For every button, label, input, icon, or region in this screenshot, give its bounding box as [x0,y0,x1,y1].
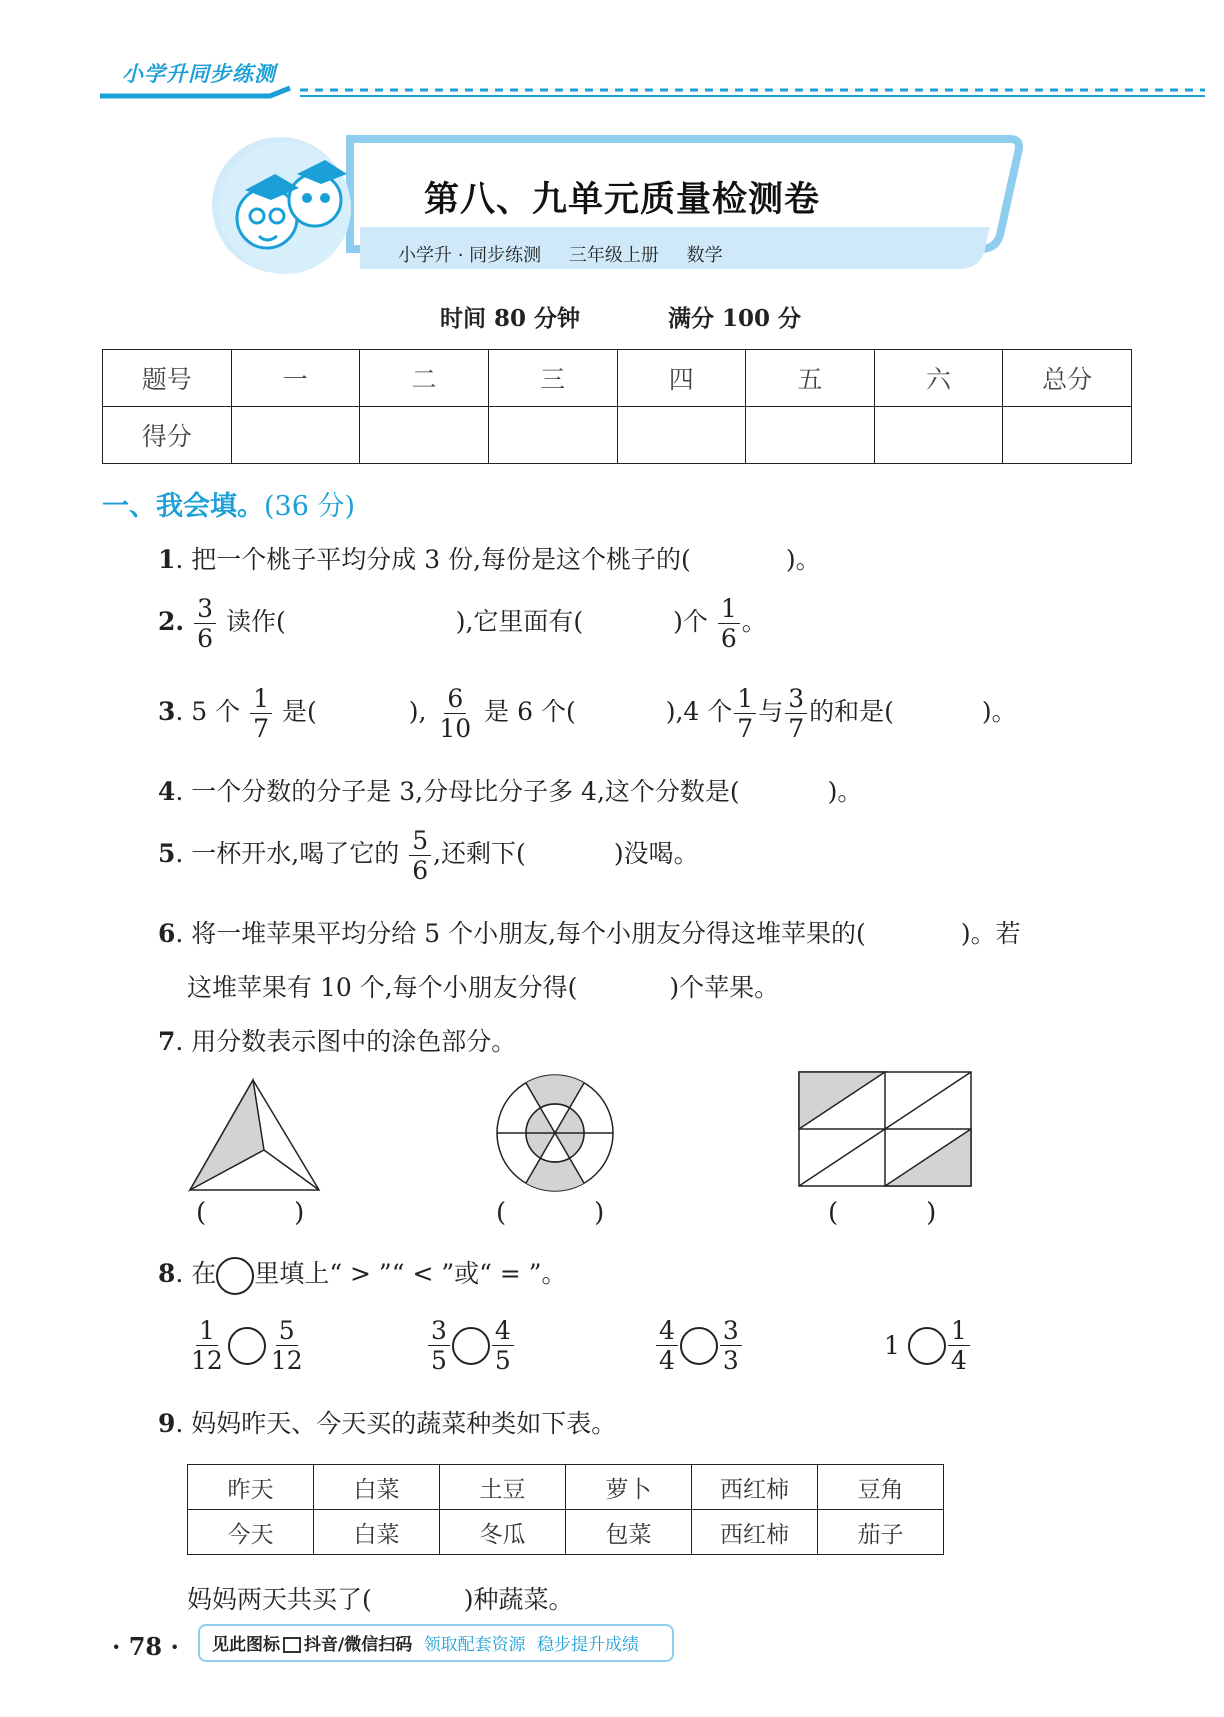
compare-item-1 [186,1318,308,1373]
numerator: 1 [734,686,756,714]
table-cell: 萝卜 [566,1465,692,1510]
table-cell: 茄子 [818,1510,944,1555]
fraction [409,828,431,883]
score-input-cell[interactable] [617,407,746,464]
page-number: · 78 · [112,1632,179,1661]
question-text: . 一杯开水,喝了它的 [175,839,400,868]
triangle-figure [188,1076,323,1194]
question-number: 4 [158,777,176,806]
numerator: 1 [948,1318,970,1346]
whole-number: 1 [884,1331,900,1360]
question-3 [158,686,1017,741]
score-header-cell: 六 [874,350,1003,407]
section-heading-text: 一、我会填。 [102,491,264,522]
denominator: 6 [197,624,213,653]
score-input-cell[interactable] [1003,407,1132,464]
numerator: 1 [250,686,272,714]
question-6-line-2 [187,968,779,1004]
circle-figure [494,1072,616,1194]
question-text: 妈妈两天共买了( [187,1585,372,1614]
exam-title: 第八、九单元质量检测卷 [424,179,821,220]
cartoon-kids-icon [215,138,375,278]
question-text: ), [408,697,427,726]
section-points: (36 分) [264,491,356,522]
question-1 [158,540,821,576]
section-heading [102,484,355,523]
score-input-cell[interactable] [874,407,1003,464]
score-header-cell: 总分 [1003,350,1132,407]
header-rule [100,84,1210,100]
question-text: 与 [758,697,784,726]
question-number: 7 [158,1027,176,1056]
question-number: 5 [158,839,176,868]
exam-time: 时间 80 分钟 [440,305,581,332]
question-number: 9 [158,1409,176,1438]
paren-close: ) [294,1198,305,1228]
score-header-cell: 二 [360,350,489,407]
rectangle-figure [797,1070,973,1188]
question-text: )。 [785,545,821,574]
paren-open: ( [828,1198,839,1228]
question-text: )个 [673,607,708,636]
footer-note-highlight: 稳步提升成绩 [537,1635,640,1655]
footer-note-text: 抖音/微信扫码 [304,1635,413,1655]
subtitle-grade: 三年级上册 [568,245,659,266]
compare-circle-icon [216,1257,254,1295]
question-text: )没喝。 [613,839,699,868]
score-header-cell: 五 [746,350,875,407]
score-input-cell[interactable] [231,407,360,464]
table-cell: 今天 [188,1510,314,1555]
denominator: 5 [431,1346,447,1375]
question-text: . 把一个桃子平均分成 3 份,每份是这个桃子的( [175,545,691,574]
score-header-cell: 四 [617,350,746,407]
question-text: 。 [741,607,767,636]
fraction [194,596,216,651]
denominator: 7 [788,714,805,743]
question-text: 这堆苹果有 10 个,每个小朋友分得( [187,973,578,1002]
paren-close: ) [926,1198,937,1228]
figure-answer-2[interactable] [496,1198,604,1228]
question-text: 是( [281,697,317,726]
compare-circle[interactable] [680,1327,718,1365]
fraction [734,686,756,741]
question-text: ),它里面有( [455,607,584,636]
figure-answer-1[interactable] [196,1198,304,1228]
denominator: 6 [720,624,737,653]
exam-subtitle [398,241,723,267]
question-9-answer [187,1580,574,1616]
table-cell: 昨天 [188,1465,314,1510]
subtitle-series: 小学升 · 同步练测 [398,245,542,266]
exam-full-score: 满分 100 分 [668,305,802,332]
numerator: 5 [276,1318,298,1346]
score-header-cell: 题号 [103,350,232,407]
table-cell: 豆角 [818,1465,944,1510]
compare-circle[interactable] [452,1327,490,1365]
question-number: 8 [158,1259,176,1288]
table-cell: 土豆 [440,1465,566,1510]
numerator: 1 [718,596,740,624]
score-table-score-row [103,407,1132,464]
compare-circle[interactable] [228,1327,266,1365]
fraction [250,686,272,741]
vegetable-table [187,1464,944,1555]
subtitle-subject: 数学 [686,245,723,266]
qr-scan-icon [283,1637,301,1653]
denominator: 7 [737,714,754,743]
score-header-cell: 一 [231,350,360,407]
table-cell: 包菜 [566,1510,692,1555]
question-text: . 在 [175,1259,217,1288]
score-input-cell[interactable] [360,407,489,464]
question-number: 6 [158,919,176,948]
denominator: 7 [253,714,270,743]
denominator: 5 [494,1346,511,1375]
question-4 [158,772,862,808]
score-table [102,349,1132,464]
question-text: . 将一堆苹果平均分给 5 个小朋友,每个小朋友分得这堆苹果的( [175,919,866,948]
question-number: 3 [158,697,176,726]
table-cell: 西红柿 [692,1465,818,1510]
compare-circle[interactable] [908,1327,946,1365]
header-brand: 小学升同步练测 [122,62,276,86]
denominator: 3 [722,1346,739,1375]
fraction [785,686,807,741]
score-header-cell: 三 [488,350,617,407]
table-cell: 冬瓜 [440,1510,566,1555]
denominator: 6 [412,856,429,885]
denominator: 4 [950,1346,967,1375]
score-input-cell[interactable] [746,407,875,464]
compare-item-4 [884,1318,972,1373]
question-text: 读作( [225,607,286,636]
footer-note [198,1624,674,1662]
score-row-label: 得分 [103,407,232,464]
denominator: 10 [439,714,472,743]
table-cell: 白菜 [314,1465,440,1510]
question-text: 是 6 个( [484,697,576,726]
table-row [188,1465,944,1510]
denominator: 12 [270,1346,303,1375]
numerator: 1 [196,1318,218,1346]
footer-note-highlight: 领取配套资源 [423,1635,526,1655]
paren-open: ( [496,1198,507,1228]
question-7 [158,1022,516,1058]
numerator: 4 [492,1318,514,1346]
question-8 [158,1254,567,1295]
paren-open: ( [196,1198,207,1228]
question-text: . 用分数表示图中的涂色部分。 [175,1027,517,1056]
question-text: )。 [827,777,863,806]
table-row [188,1510,944,1555]
question-6-line-1 [158,914,1021,950]
question-text: 里填上“ > ”“ < ”或“ = ”。 [254,1259,567,1288]
score-table-header-row [103,350,1132,407]
question-text: )种蔬菜。 [463,1585,574,1614]
question-text: ,还剩下( [433,839,526,868]
question-text: 的和是( [809,697,894,726]
footer-note-text: 见此图标 [212,1635,280,1655]
question-5 [158,828,699,883]
compare-item-2 [426,1318,516,1373]
paren-close: ) [594,1198,605,1228]
numerator: 5 [409,828,431,856]
question-number: 1 [158,545,176,574]
denominator: 12 [191,1346,223,1375]
numerator: 3 [720,1318,742,1346]
table-cell: 西红柿 [692,1510,818,1555]
question-text: )。 [981,697,1017,726]
denominator: 4 [659,1346,675,1375]
question-text: )。若 [960,919,1021,948]
question-2: 2. $\frac{3}{6}$ 读作( ),它里面有( )个 $\frac{1}{6}$ 。 [158,594,767,653]
numerator: 4 [656,1318,678,1346]
question-text: . 5 个 [175,697,241,726]
compare-item-3 [654,1318,744,1373]
question-number: 2 [158,607,176,636]
fraction [436,686,474,741]
numerator: 6 [444,686,466,714]
score-input-cell[interactable] [488,407,617,464]
question-text: )个苹果。 [669,973,780,1002]
question-text: ),4 个 [665,697,733,726]
numerator: 3 [785,686,807,714]
numerator: 3 [428,1318,450,1346]
numerator: 3 [194,596,216,624]
fraction [718,596,740,651]
question-text: . 妈妈昨天、今天买的蔬菜种类如下表。 [175,1409,617,1438]
table-cell: 白菜 [314,1510,440,1555]
question-text: . 一个分数的分子是 3,分母比分子多 4,这个分数是( [175,777,740,806]
figure-answer-3[interactable] [828,1198,936,1228]
question-9 [158,1404,616,1440]
